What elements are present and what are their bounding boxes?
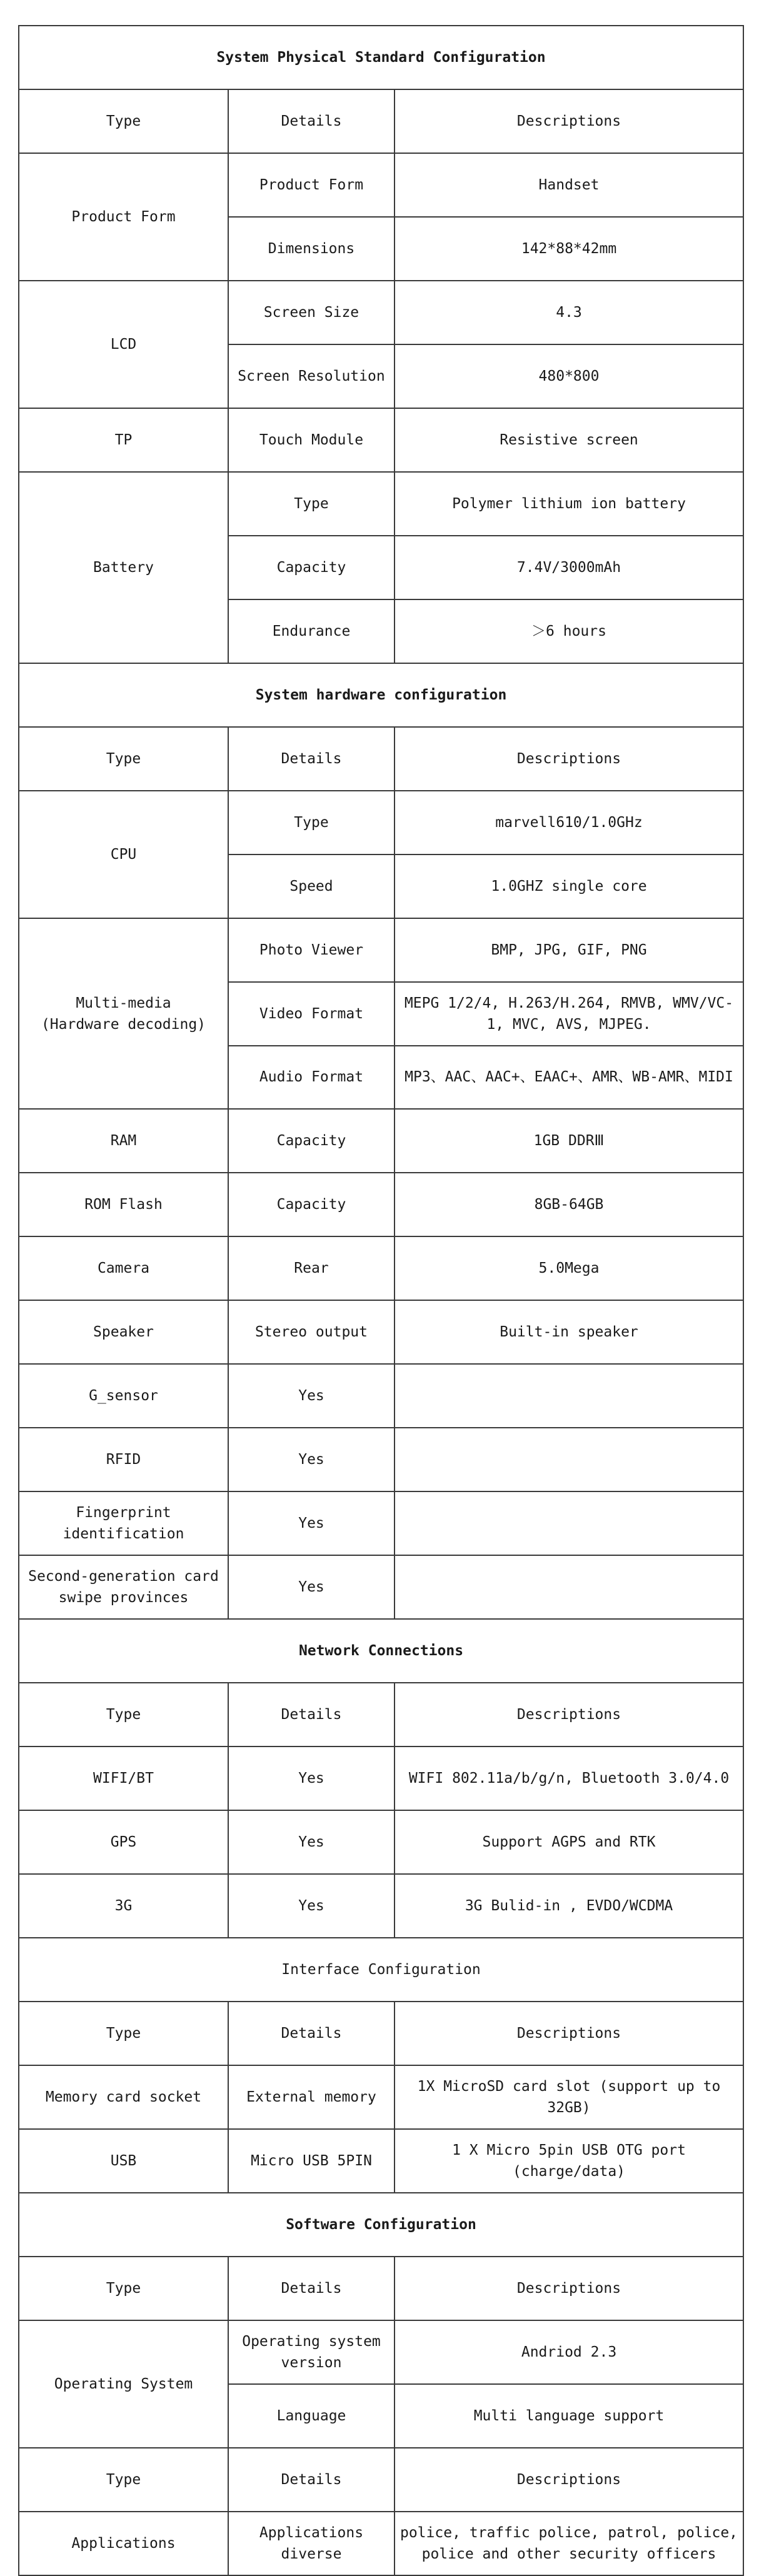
detail-cell: Type bbox=[228, 472, 395, 536]
description-cell: BMP, JPG, GIF, PNG bbox=[395, 918, 743, 982]
description-cell: 1.0GHZ single core bbox=[395, 854, 743, 918]
type-cell: Camera bbox=[19, 1236, 228, 1300]
detail-cell: Yes bbox=[228, 1428, 395, 1491]
section-row bbox=[19, 2193, 743, 2257]
detail-cell: Capacity bbox=[228, 1173, 395, 1236]
section-title-software: Software Configuration bbox=[19, 2193, 743, 2257]
description-cell: 1X MicroSD card slot (support up to 32GB) bbox=[395, 2065, 743, 2129]
table-row bbox=[19, 1364, 743, 1428]
table-row bbox=[19, 1810, 743, 1874]
detail-cell: Product Form bbox=[228, 153, 395, 217]
header-type: Type bbox=[19, 2257, 228, 2320]
header-details: Details bbox=[228, 89, 395, 153]
description-cell: ＞6 hours bbox=[395, 599, 743, 663]
description-cell: 8GB-64GB bbox=[395, 1173, 743, 1236]
table-row bbox=[19, 153, 743, 217]
table-row bbox=[19, 472, 743, 536]
description-cell: police, traffic police, patrol, police, police and other security officers bbox=[395, 2512, 743, 2575]
description-cell: 4.3 bbox=[395, 281, 743, 344]
header-type: Type bbox=[19, 2448, 228, 2512]
type-cell: Product Form bbox=[19, 153, 228, 281]
section-row bbox=[19, 1938, 743, 2002]
table-row bbox=[19, 1300, 743, 1364]
detail-cell: Type bbox=[228, 791, 395, 854]
header-descriptions: Descriptions bbox=[395, 2002, 743, 2065]
table-row bbox=[19, 1173, 743, 1236]
section-title-network: Network Connections bbox=[19, 1619, 743, 1683]
type-cell bbox=[19, 918, 228, 1110]
header-type: Type bbox=[19, 2002, 228, 2065]
header-row bbox=[19, 2448, 743, 2512]
description-cell: marvell610/1.0GHz bbox=[395, 791, 743, 854]
description-cell: Polymer lithium ion battery bbox=[395, 472, 743, 536]
header-descriptions: Descriptions bbox=[395, 2448, 743, 2512]
type-cell: CPU bbox=[19, 791, 228, 918]
detail-cell: Video Format bbox=[228, 982, 395, 1046]
type-cell: Second-generation card swipe provinces bbox=[19, 1555, 228, 1619]
detail-cell: Speed bbox=[228, 854, 395, 918]
description-cell bbox=[395, 1364, 743, 1428]
type-cell: GPS bbox=[19, 1810, 228, 1874]
header-row bbox=[19, 727, 743, 791]
header-details: Details bbox=[228, 1683, 395, 1747]
header-descriptions: Descriptions bbox=[395, 1683, 743, 1747]
header-row bbox=[19, 89, 743, 153]
description-cell: 142*88*42mm bbox=[395, 217, 743, 281]
type-cell: Operating System bbox=[19, 2320, 228, 2448]
table-row bbox=[19, 1428, 743, 1491]
type-cell: LCD bbox=[19, 281, 228, 408]
detail-cell: Yes bbox=[228, 1810, 395, 1874]
type-cell: RAM bbox=[19, 1109, 228, 1173]
header-type: Type bbox=[19, 1683, 228, 1747]
multimedia-type-line1: Multi-media bbox=[76, 995, 171, 1011]
detail-cell: Screen Resolution bbox=[228, 344, 395, 408]
table-row bbox=[19, 2065, 743, 2129]
type-cell: RFID bbox=[19, 1428, 228, 1491]
detail-cell: Audio Format bbox=[228, 1046, 395, 1110]
detail-cell: Yes bbox=[228, 1555, 395, 1619]
header-descriptions: Descriptions bbox=[395, 89, 743, 153]
description-cell: 480*800 bbox=[395, 344, 743, 408]
header-details: Details bbox=[228, 2257, 395, 2320]
header-descriptions: Descriptions bbox=[395, 727, 743, 791]
detail-cell: Yes bbox=[228, 1874, 395, 1938]
table-row bbox=[19, 2320, 743, 2384]
description-cell: Handset bbox=[395, 153, 743, 217]
detail-cell: Photo Viewer bbox=[228, 918, 395, 982]
description-cell: Andriod 2.3 bbox=[395, 2320, 743, 2384]
description-cell: Resistive screen bbox=[395, 408, 743, 472]
description-cell: 5.0Mega bbox=[395, 1236, 743, 1300]
type-cell: TP bbox=[19, 408, 228, 472]
detail-cell: Endurance bbox=[228, 599, 395, 663]
description-cell: Support AGPS and RTK bbox=[395, 1810, 743, 1874]
table-row bbox=[19, 2512, 743, 2575]
detail-cell: Rear bbox=[228, 1236, 395, 1300]
section-title-interface: Interface Configuration bbox=[19, 1938, 743, 2002]
detail-cell: Language bbox=[228, 2384, 395, 2448]
header-row bbox=[19, 2002, 743, 2065]
description-cell bbox=[395, 1491, 743, 1555]
header-descriptions: Descriptions bbox=[395, 2257, 743, 2320]
table-row bbox=[19, 791, 743, 854]
header-row bbox=[19, 1683, 743, 1747]
table-row bbox=[19, 1109, 743, 1173]
multimedia-type-line2: (Hardware decoding) bbox=[41, 1016, 206, 1033]
type-cell: Memory card socket bbox=[19, 2065, 228, 2129]
description-cell: 7.4V/3000mAh bbox=[395, 536, 743, 599]
type-cell: Applications bbox=[19, 2512, 228, 2575]
table-row bbox=[19, 1747, 743, 1810]
table-row bbox=[19, 1555, 743, 1619]
type-cell: Battery bbox=[19, 472, 228, 663]
detail-cell: Yes bbox=[228, 1491, 395, 1555]
header-details: Details bbox=[228, 2448, 395, 2512]
header-row bbox=[19, 2257, 743, 2320]
section-title-physical: System Physical Standard Configuration bbox=[19, 26, 743, 89]
table-row bbox=[19, 1491, 743, 1555]
description-cell: MEPG 1/2/4, H.263/H.264, RMVB, WMV/VC-1, MVC, AVS, MJPEG. bbox=[395, 982, 743, 1046]
table-row bbox=[19, 918, 743, 982]
type-cell: G_sensor bbox=[19, 1364, 228, 1428]
description-cell bbox=[395, 1428, 743, 1491]
spec-table bbox=[18, 25, 744, 2576]
type-cell: 3G bbox=[19, 1874, 228, 1938]
table-row bbox=[19, 2129, 743, 2193]
description-cell: WIFI 802.11a/b/g/n, Bluetooth 3.0/4.0 bbox=[395, 1747, 743, 1810]
header-type: Type bbox=[19, 727, 228, 791]
type-cell: USB bbox=[19, 2129, 228, 2193]
table-row bbox=[19, 1236, 743, 1300]
detail-cell: Capacity bbox=[228, 1109, 395, 1173]
header-details: Details bbox=[228, 727, 395, 791]
header-type: Type bbox=[19, 89, 228, 153]
section-row bbox=[19, 26, 743, 89]
detail-cell: External memory bbox=[228, 2065, 395, 2129]
header-details: Details bbox=[228, 2002, 395, 2065]
description-cell bbox=[395, 1555, 743, 1619]
description-cell: 1GB DDRⅢ bbox=[395, 1109, 743, 1173]
detail-cell: Stereo output bbox=[228, 1300, 395, 1364]
description-cell: 3G Bulid-in , EVDO/WCDMA bbox=[395, 1874, 743, 1938]
detail-cell: Touch Module bbox=[228, 408, 395, 472]
description-cell: Multi language support bbox=[395, 2384, 743, 2448]
detail-cell: Screen Size bbox=[228, 281, 395, 344]
detail-cell: Applications diverse bbox=[228, 2512, 395, 2575]
type-cell: Speaker bbox=[19, 1300, 228, 1364]
table-row bbox=[19, 1874, 743, 1938]
detail-cell: Capacity bbox=[228, 536, 395, 599]
section-title-hardware: System hardware configuration bbox=[19, 663, 743, 727]
description-cell: Built-in speaker bbox=[395, 1300, 743, 1364]
detail-cell: Yes bbox=[228, 1747, 395, 1810]
type-cell: WIFI/BT bbox=[19, 1747, 228, 1810]
type-cell: ROM Flash bbox=[19, 1173, 228, 1236]
type-cell: Fingerprint identification bbox=[19, 1491, 228, 1555]
table-row bbox=[19, 408, 743, 472]
detail-cell: Micro USB 5PIN bbox=[228, 2129, 395, 2193]
description-cell: 1 X Micro 5pin USB OTG port (charge/data) bbox=[395, 2129, 743, 2193]
table-row bbox=[19, 281, 743, 344]
section-row bbox=[19, 663, 743, 727]
section-row bbox=[19, 1619, 743, 1683]
detail-cell: Yes bbox=[228, 1364, 395, 1428]
detail-cell: Dimensions bbox=[228, 217, 395, 281]
description-cell: MP3、AAC、AAC+、EAAC+、AMR、WB-AMR、MIDI bbox=[395, 1046, 743, 1110]
detail-cell: Operating system version bbox=[228, 2320, 395, 2384]
